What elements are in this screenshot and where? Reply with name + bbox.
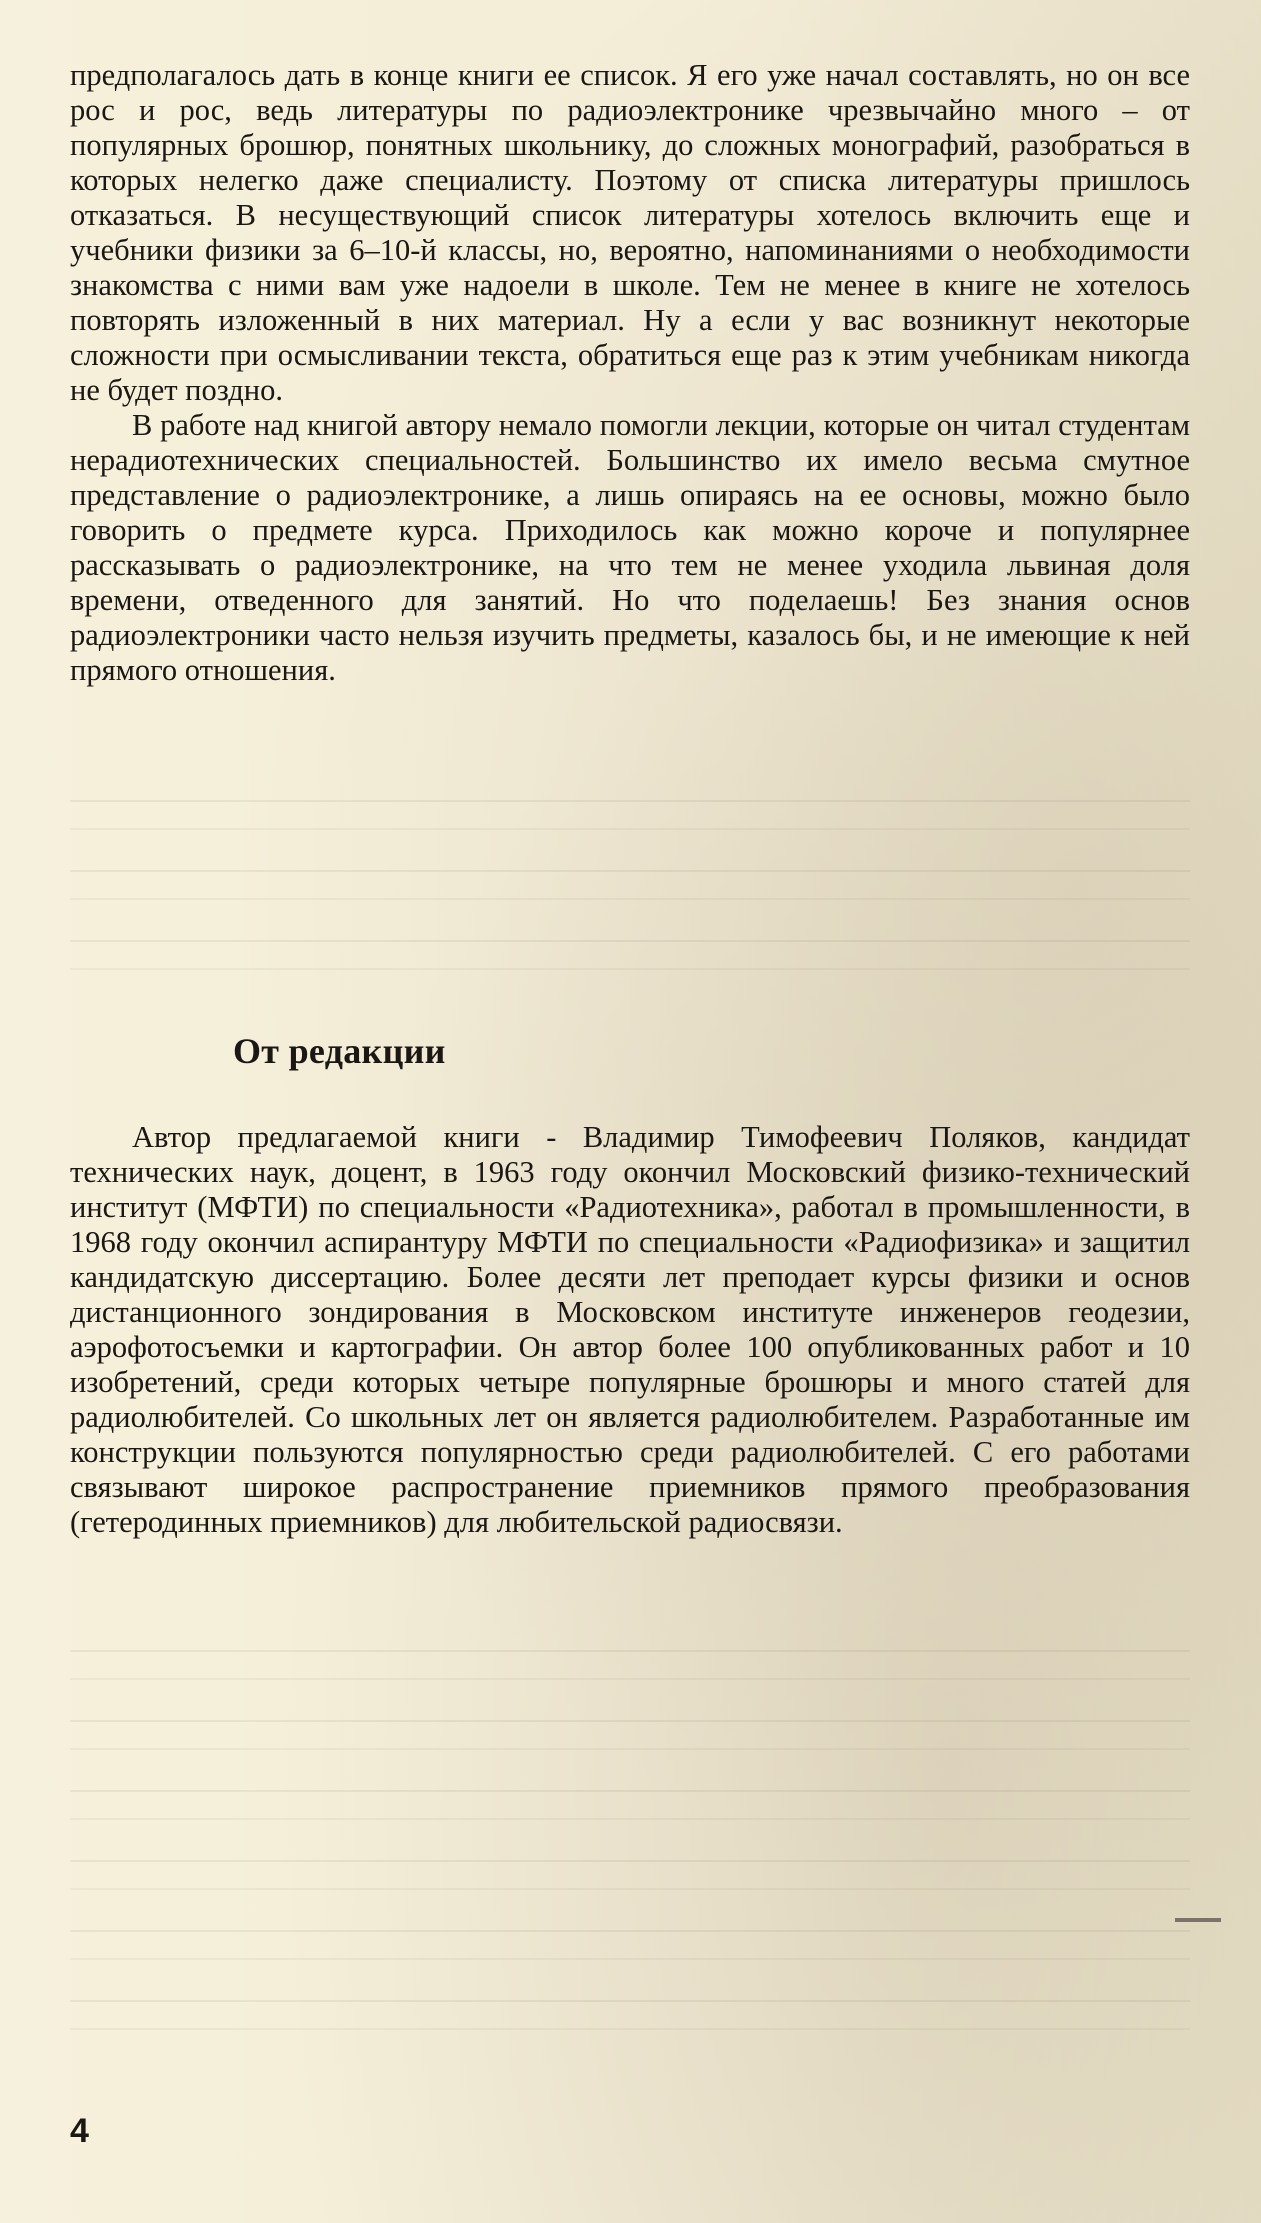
- show-through-line: [70, 1860, 1190, 1890]
- show-through-line: [70, 800, 1190, 830]
- show-through-line: [70, 1650, 1190, 1680]
- editor-section-title: От редакции: [233, 1031, 446, 1071]
- intro-text: [70, 58, 1190, 688]
- editor-paragraph: Автор предлагаемой книги - Владимир Тимофеевич Поляков, кандидат технических наук, доцент, в 1963 году окончил Московский физико-технический институт (МФТИ) по специальности «Радиотехника», работал в промышленности, в 1968 году окончил аспирантуру МФТИ по специальности «Радиофизика» и защитил кандидатскую диссертацию. Более десяти лет преподает курсы физики и основ дистанционного зондирования в Московском институте инженеров геодезии, аэрофотосъемки и картографии. Он автор более 100 опубликованных работ и 10 изобретений, среди которых четыре популярные брошюры и много статей для радиолюбителей. Со школьных лет он является радиолюбителем. Разработанные им конструкции пользуются популярностью среди радиолюбителей. С его работами связывают широкое распространение приемников прямого преобразования (гетеродинных приемников) для любительской радиосвязи.: [70, 1120, 1190, 1539]
- edge-mark: [1175, 1918, 1221, 1922]
- intro-paragraph-2: В работе над книгой автору немало помогли лекции, которые он читал студентам нерадиотехнических специальностей. Большинство их имело весьма смутное представление о радиоэлектронике, а лишь опираясь на ее основы, можно было говорить о предмете курса. Приходилось как можно короче и популярнее рассказывать о радиоэлектронике, на что тем не менее уходила львиная доля времени, отведенного для занятий. Но что поделаешь! Без знания основ радиоэлектроники часто нельзя изучить предметы, казалось бы, и не имеющие к ней прямого отношения.: [70, 408, 1190, 687]
- show-through-line: [70, 940, 1190, 970]
- show-through-line: [70, 1790, 1190, 1820]
- show-through-line: [70, 1720, 1190, 1750]
- show-through-line: [70, 1930, 1190, 1960]
- show-through-line: [70, 2000, 1190, 2030]
- page-number: 4: [70, 2112, 89, 2150]
- show-through-line: [70, 870, 1190, 900]
- intro-paragraph-1: предполагалось дать в конце книги ее список. Я его уже начал составлять, но он все рос и рос, ведь литературы по радиоэлектронике чрезвычайно много – от популярных брошюр, понятных школьнику, до сложных монографий, разобраться в которых нелегко даже специалисту. Поэтому от списка литературы пришлось отказаться. В несуществующий список литературы хотелось включить еще и учебники физики за 6–10-й классы, но, вероятно, напоминаниями о необходимости знакомства с ними вам уже надоели в школе. Тем не менее в книге не хотелось повторять изложенный в них материал. Ну а если у вас возникнут некоторые сложности при осмысливании текста, обратиться еще раз к этим учебникам никогда не будет поздно.: [70, 58, 1190, 407]
- editor-section: [70, 1120, 1190, 1540]
